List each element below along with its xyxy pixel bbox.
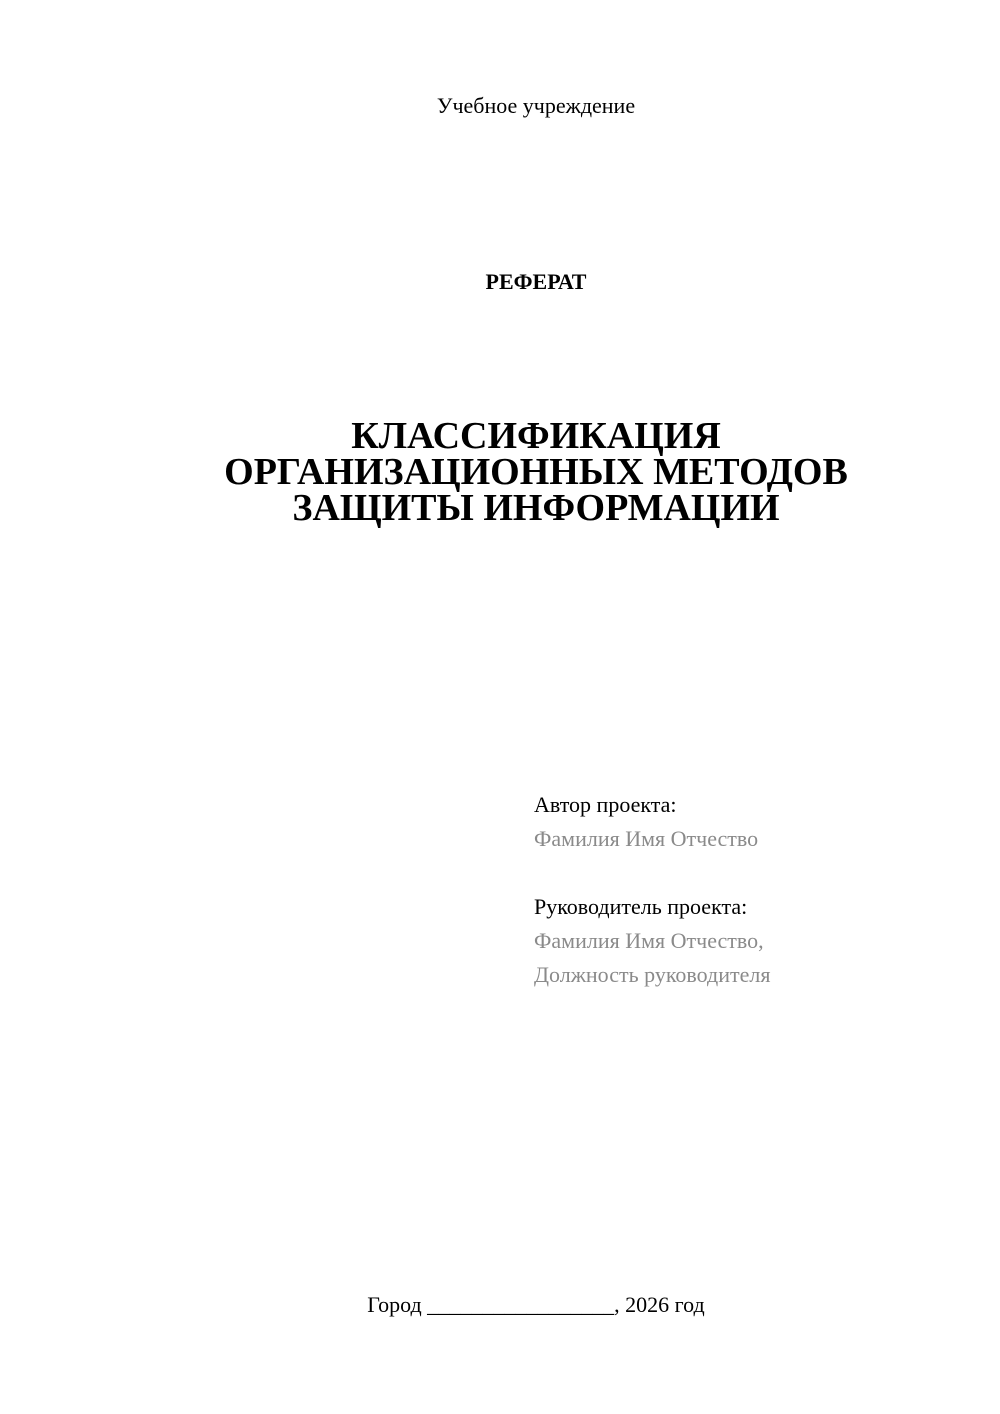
author-name: Фамилия Имя Отчество bbox=[534, 826, 759, 851]
city-year-line: Город _________________, 2026 год bbox=[367, 1292, 705, 1317]
spacer bbox=[534, 856, 974, 890]
document-title-line: ЗАЩИТЫ ИНФОРМАЦИИ bbox=[292, 487, 780, 529]
people-block bbox=[534, 788, 974, 992]
supervisor-position: Должность руководителя bbox=[534, 962, 771, 987]
document-type: РЕФЕРАТ bbox=[485, 269, 587, 294]
document-title-line: КЛАССИФИКАЦИЯ bbox=[351, 415, 721, 457]
supervisor-name: Фамилия Имя Отчество, bbox=[534, 928, 764, 953]
supervisor-label: Руководитель проекта: bbox=[534, 894, 748, 919]
document-title bbox=[150, 415, 922, 529]
author-label: Автор проекта: bbox=[534, 792, 677, 817]
institution-name: Учебное учреждение bbox=[436, 93, 636, 118]
document-title-line: ОРГАНИЗАЦИОННЫХ МЕТОДОВ bbox=[224, 451, 848, 493]
